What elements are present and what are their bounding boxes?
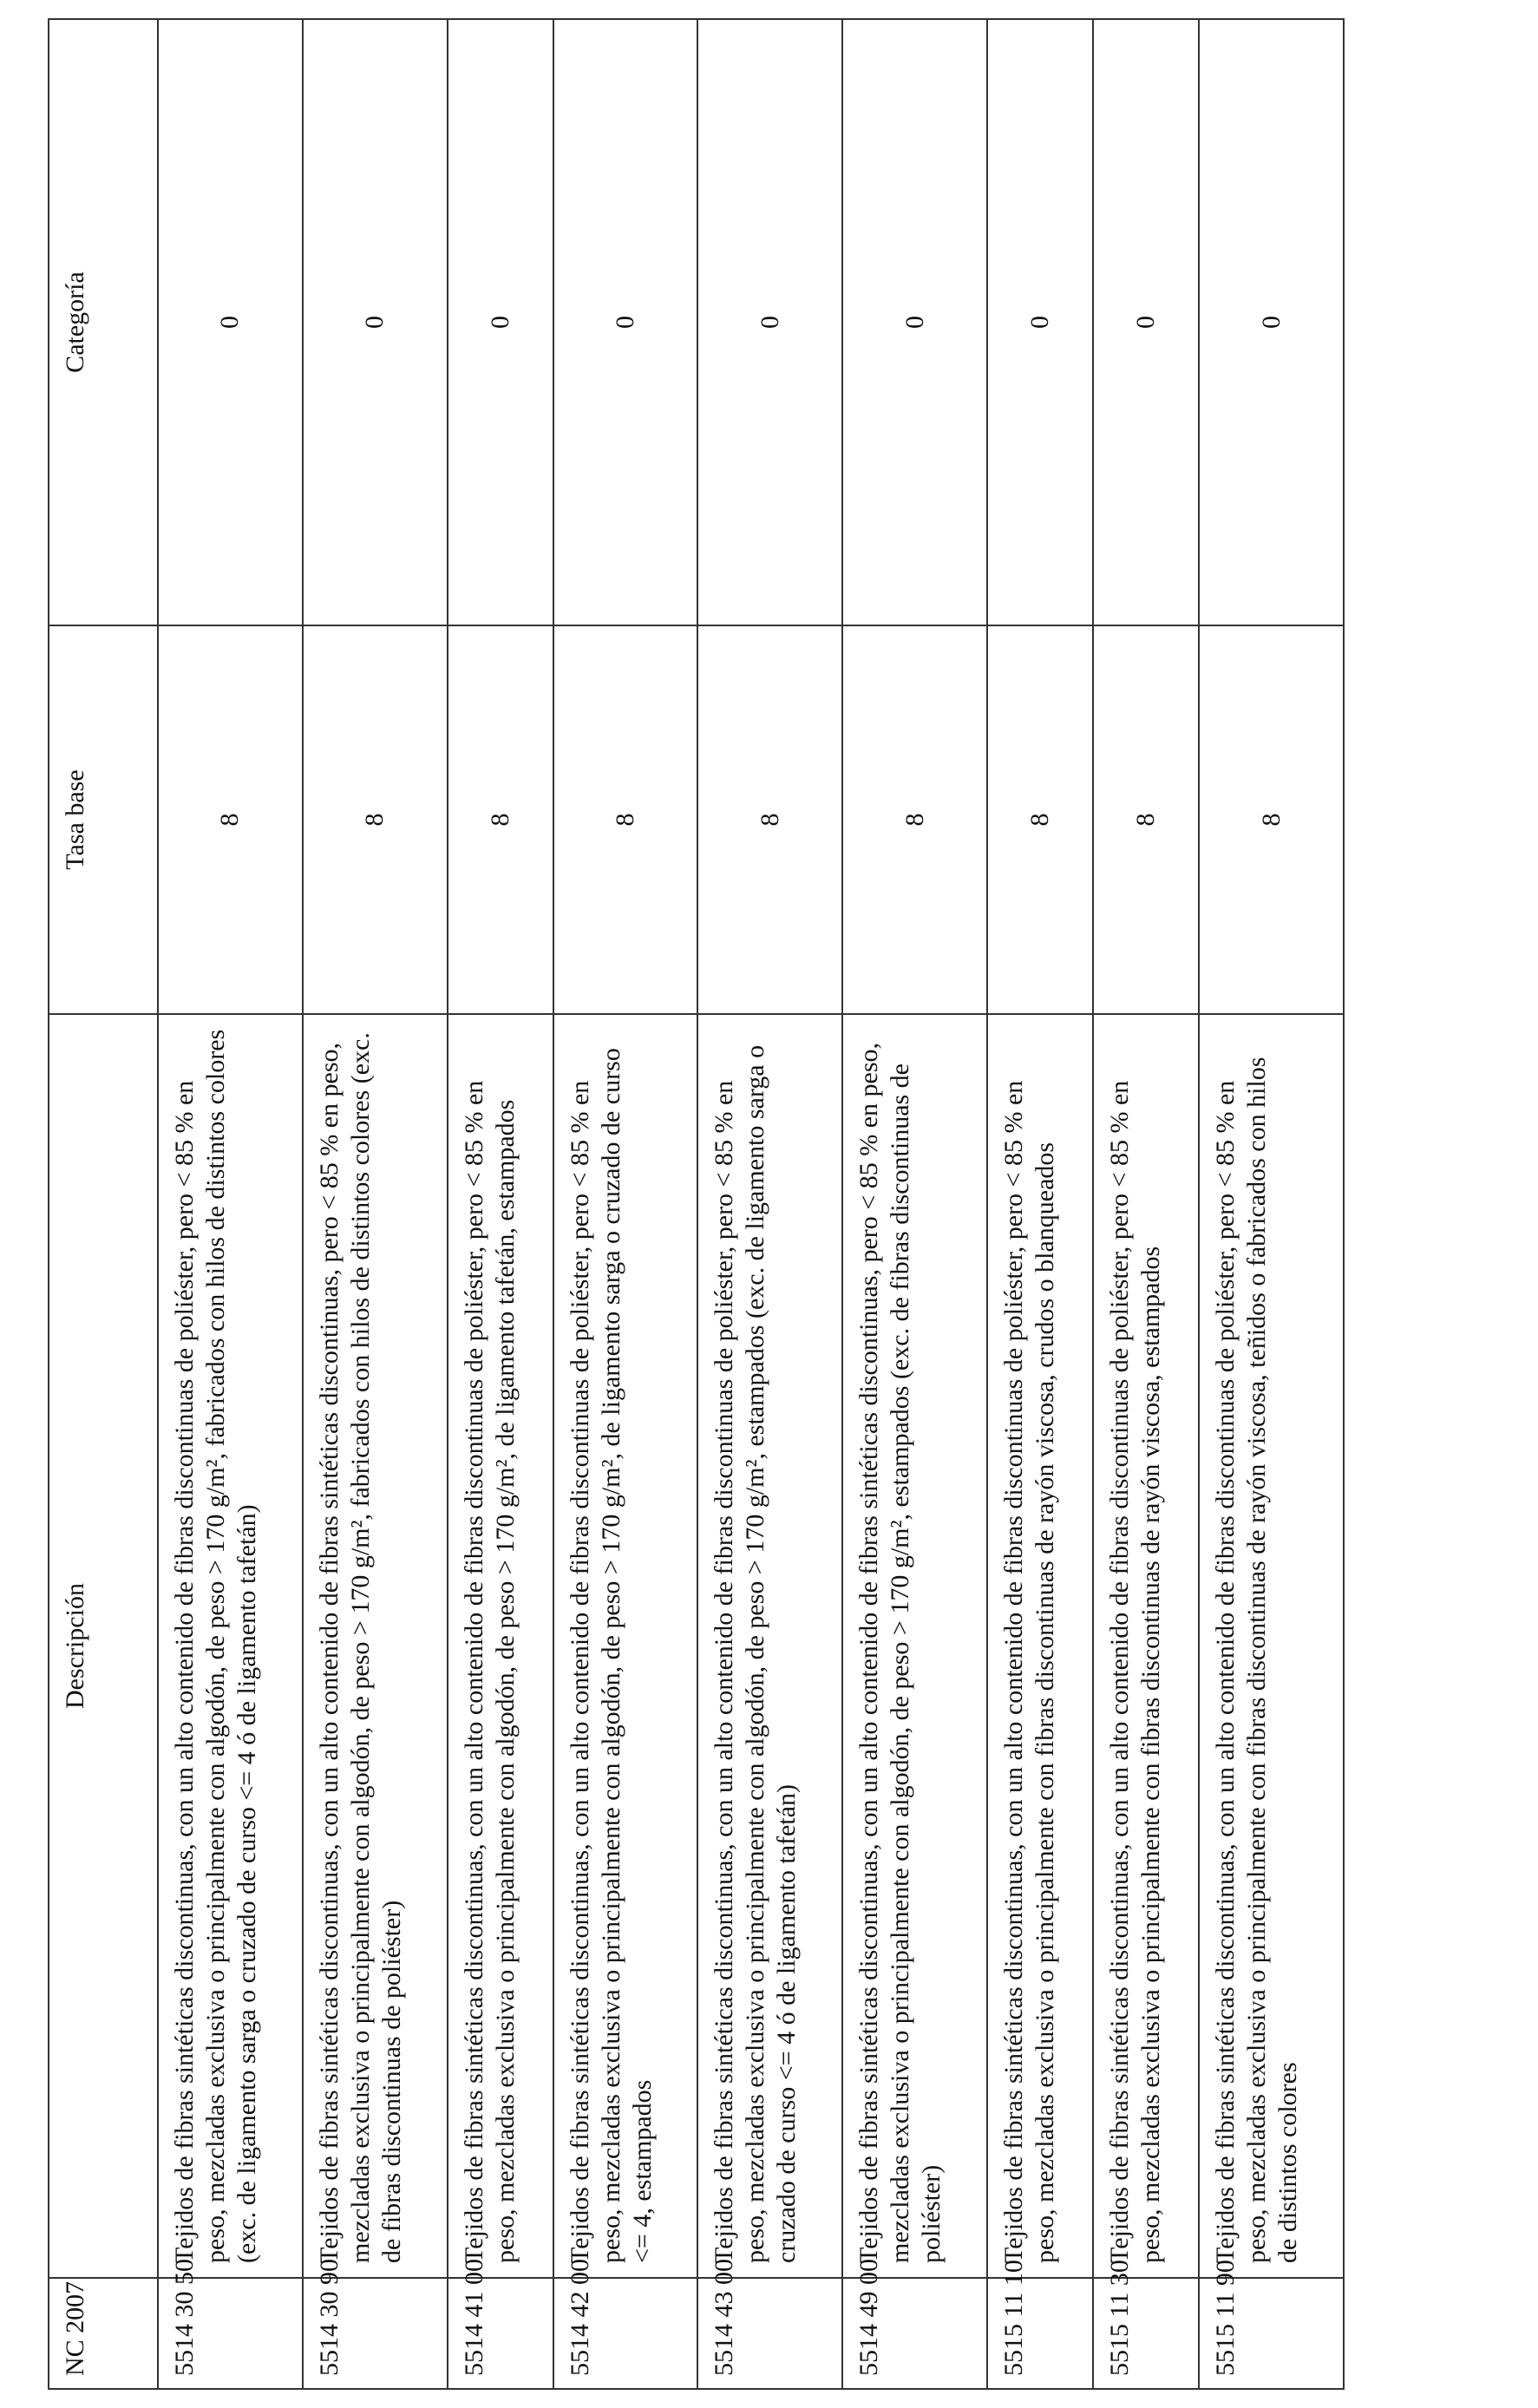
header-base-rate: Tasa base [49,625,158,1014]
cell-category: 0 [158,19,303,625]
cell-code: 5514 43 00 [697,2278,842,2389]
cell-base-rate: 8 [158,625,303,1014]
table-row [987,19,1093,2389]
cell-category: 0 [987,19,1093,625]
cell-category: 0 [697,19,842,625]
header-description: Descripción [49,1014,158,2278]
cell-code: 5514 30 90 [303,2278,448,2389]
header-row [49,19,158,2389]
cell-base-rate: 8 [1093,625,1199,1014]
cell-description: Tejidos de fibras sintéticas discontinuas, con un alto contenido de fibras sintéticas discontinuas, pero < 85 % en peso, mezcladas exclusiva o principalmente con algodón, de peso > 170 g/m², estampados (exc. de fibras discontinuas de poliéster) [842,1014,987,2278]
rotated-page [48,20,1345,2390]
cell-category: 0 [303,19,448,625]
cell-code: 5514 30 50 [158,2278,303,2389]
cell-code: 5514 49 00 [842,2278,987,2389]
cell-category: 0 [842,19,987,625]
table-row [553,19,698,2389]
table-row [158,19,303,2389]
header-code: NC 2007 [49,2278,158,2389]
cell-code: 5515 11 30 [1093,2278,1199,2389]
cell-description: Tejidos de fibras sintéticas discontinuas, con un alto contenido de fibras discontinuas de poliéster, pero < 85 % en peso, mezcladas exclusiva o principalmente con algodón, de peso > 170 g/m², de ligamento sarga o cruzado de curso <= 4, estampados [553,1014,698,2278]
cell-description: Tejidos de fibras sintéticas discontinuas, con un alto contenido de fibras discontinuas de poliéster, pero < 85 % en peso, mezcladas exclusiva o principalmente con algodón, de peso > 170 g/m², de ligamento tafetán, estampados [448,1014,553,2278]
cell-category: 0 [448,19,553,625]
cell-base-rate: 8 [842,625,987,1014]
cell-base-rate: 8 [987,625,1093,1014]
cell-description: Tejidos de fibras sintéticas discontinuas, con un alto contenido de fibras discontinuas de poliéster, pero < 85 % en peso, mezcladas exclusiva o principalmente con algodón, de peso > 170 g/m², estampados (exc. de ligamento sarga o cruzado de curso <= 4 ó de ligamento tafetán) [697,1014,842,2278]
table-row [448,19,553,2389]
cell-code: 5515 11 10 [987,2278,1093,2389]
table-row [1093,19,1199,2389]
table-row [303,19,448,2389]
cell-code: 5515 11 90 [1199,2278,1344,2389]
cell-description: Tejidos de fibras sintéticas discontinuas, con un alto contenido de fibras discontinuas de poliéster, pero < 85 % en peso, mezcladas exclusiva o principalmente con algodón, de peso > 170 g/m², fabricados con hilos de distintos colores (exc. de ligamento sarga o cruzado de curso <= 4 ó de ligamento tafetán) [158,1014,303,2278]
cell-base-rate: 8 [448,625,553,1014]
cell-description: Tejidos de fibras sintéticas discontinuas, con un alto contenido de fibras discontinuas de poliéster, pero < 85 % en peso, mezcladas exclusiva o principalmente con fibras discontinuas de rayón viscosa, crudos o blanqueados [987,1014,1093,2278]
header-category: Categoría [49,19,158,625]
cell-base-rate: 8 [303,625,448,1014]
cell-category: 0 [553,19,698,625]
cell-description: Tejidos de fibras sintéticas discontinuas, con un alto contenido de fibras discontinuas de poliéster, pero < 85 % en peso, mezcladas exclusiva o principalmente con fibras discontinuas de rayón viscosa, estampados [1093,1014,1199,2278]
cell-base-rate: 8 [697,625,842,1014]
cell-description: Tejidos de fibras sintéticas discontinuas, con un alto contenido de fibras discontinuas de poliéster, pero < 85 % en peso, mezcladas exclusiva o principalmente con fibras discontinuas de rayón viscosa, teñidos o fabricados con hilos de distintos colores [1199,1014,1344,2278]
cell-base-rate: 8 [1199,625,1344,1014]
table-row [842,19,987,2389]
table-row [697,19,842,2389]
cell-category: 0 [1093,19,1199,625]
cell-description: Tejidos de fibras sintéticas discontinuas, con un alto contenido de fibras sintéticas discontinuas, pero < 85 % en peso, mezcladas exclusiva o principalmente con algodón, de peso > 170 g/m², fabricados con hilos de distintos colores (exc. de fibras discontinuas de poliéster) [303,1014,448,2278]
cell-code: 5514 41 00 [448,2278,553,2389]
cell-base-rate: 8 [553,625,698,1014]
cell-category: 0 [1199,19,1344,625]
table-row [1199,19,1344,2389]
cell-code: 5514 42 00 [553,2278,698,2389]
tariff-table [48,18,1345,2390]
